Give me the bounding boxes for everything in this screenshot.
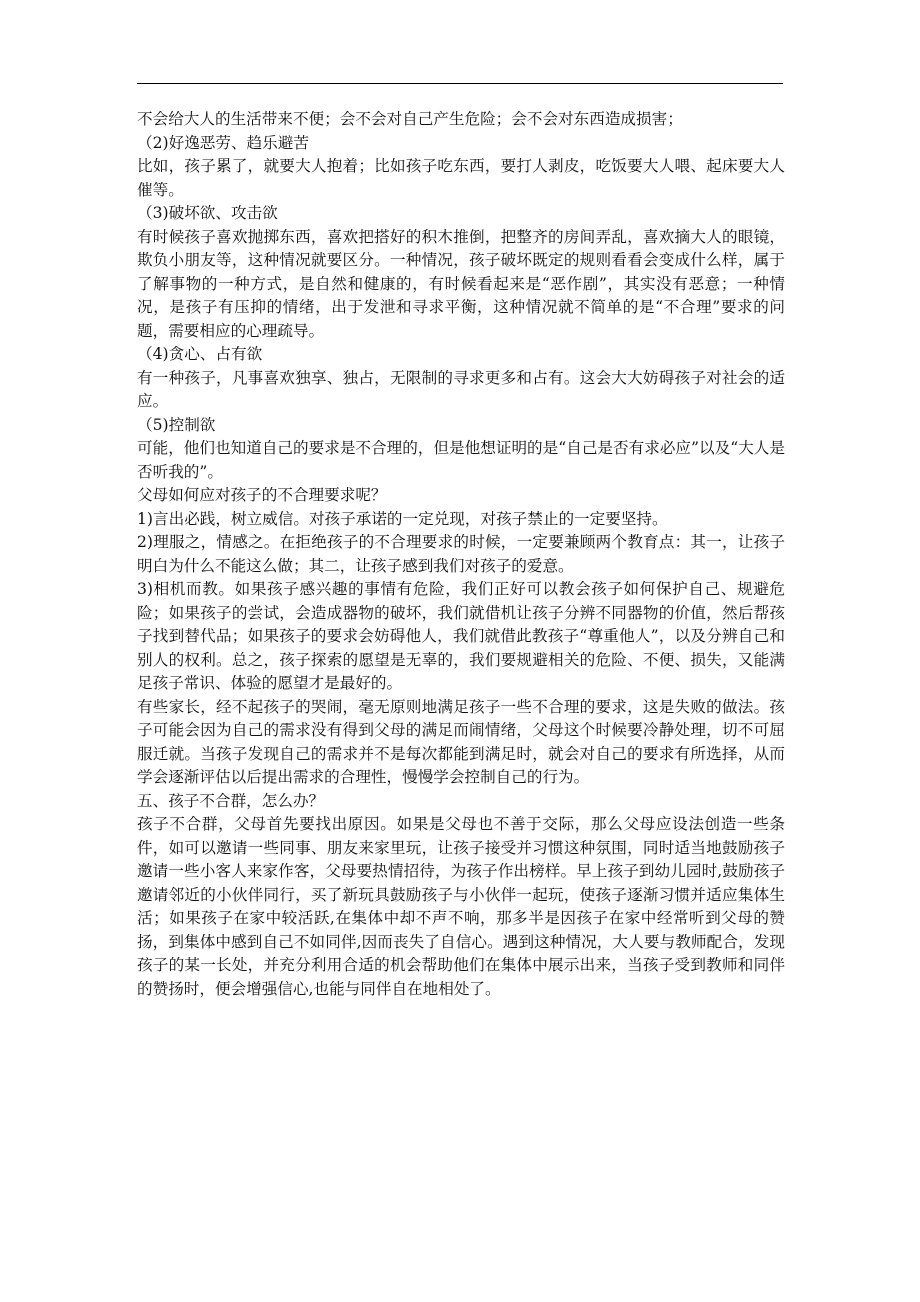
- paragraph-laziness: 比如，孩子累了，就要大人抱着；比如孩子吃东西，要打人剥皮，吃饭要大人喂、起床要大人催等。: [137, 157, 785, 199]
- section-question: 父母如何应对孩子的不合理要求呢？: [137, 486, 387, 504]
- paragraph-control: 可能，他们也知道自己的要求是不合理的，但是他想证明的是“自己是否有求必应”以及“大人是否听我的”。: [137, 439, 785, 481]
- paragraph-parents: 有些家长，经不起孩子的哭闹，毫无原则地满足孩子一些不合理的要求，这是失败的做法。孩子可能会因为自己的需求没有得到父母的满足而闹情绪，父母这个时候要冷静处理，切不可屈服迁就。当孩子发现自己的需求并不是每次都能到满足时，就会对自己的要求有所选择，从而学会逐渐评估以后提出需求的合理性，慢慢学会控制自己的行为。: [137, 697, 785, 786]
- strategy-3: 3)相机而教。如果孩子感兴趣的事情有危险，我们正好可以教会孩子如何保护自己、规避危险；如果孩子的尝试，会造成器物的破坏，我们就借机让孩子分辨不同器物的价值，然后帮孩子找到替代品；如果孩子的要求会妨碍他人，我们就借此教孩子“尊重他人”，以及分辨自己和别人的权利。总之，孩子探索的愿望是无辜的，我们要规避相关的危险、不便、损失，又能满足孩子常识、体验的愿望才是最好的。: [137, 580, 785, 692]
- item-heading-4: （4)贪心、占有欲: [137, 345, 263, 363]
- item-heading-3: （3)破坏欲、攻击欲: [137, 204, 278, 222]
- strategy-1: 1)言出必践，树立威信。对孩子承诺的一定兑现，对孩子禁止的一定要坚持。: [137, 509, 668, 528]
- paragraph-continuation: 不会给大人的生活带来不便；会不会对自己产生危险；会不会对东西造成损害；: [137, 110, 683, 128]
- header-rule: [137, 83, 783, 84]
- paragraph-possessiveness: 有一种孩子，凡事喜欢独享、独占，无限制的寻求更多和占有。这会大大妨碍孩子对社会的适应。: [137, 368, 785, 410]
- section-heading-5: 五、孩子不合群，怎么办？: [137, 791, 325, 810]
- strategy-2: 2)理服之，情感之。在拒绝孩子的不合理要求的时候，一定要兼顾两个教育点：其一，让孩子明白为什么不能这么做；其二，让孩子感到我们对孩子的爱意。: [137, 533, 785, 575]
- paragraph-sociability: 孩子不合群，父母首先要找出原因。如果是父母也不善于交际，那么父母应设法创造一些条件，如可以邀请一些同事、朋友来家里玩，让孩子接受并习惯这种氛围，同时适当地鼓励孩子邀请一些小客人来家作客，父母要热情招待，为孩子作出榜样。早上孩子到幼儿园时,鼓励孩子邀请邻近的小伙伴同行，买了新玩具鼓励孩子与小伙伴一起玩，使孩子逐渐习惯并适应集体生活；如果孩子在家中较活跃,在集体中却不声不响，那多半是因孩子在家中经常听到父母的赞扬，到集体中感到自己不如同伴,因而丧失了自信心。遇到这种情况，大人要与教师配合，发现孩子的某一长处，并充分利用合适的机会帮助他们在集体中展示出来，当孩子受到教师和同伴的赞扬时，便会增强信心,也能与同伴自在地相处了。: [137, 815, 785, 998]
- document-body: [137, 108, 785, 1001]
- paragraph-destruction: 有时候孩子喜欢抛掷东西，喜欢把搭好的积木推倒，把整齐的房间弄乱，喜欢摘大人的眼镜，欺负小朋友等，这种情况就要区分。一种情况，孩子破坏既定的规则看看会变成什么样，属于了解事物的一种方式，是自然和健康的，有时候看起来是“恶作剧”，其实没有恶意；一种情况，是孩子有压抑的情绪，出于发泄和寻求平衡，这种情况就不简单的是“不合理”要求的问题，需要相应的心理疏导。: [137, 227, 785, 340]
- item-heading-5: （5)控制欲: [137, 415, 216, 434]
- item-heading-2: （2)好逸恶劳、趋乐避苦: [137, 133, 309, 152]
